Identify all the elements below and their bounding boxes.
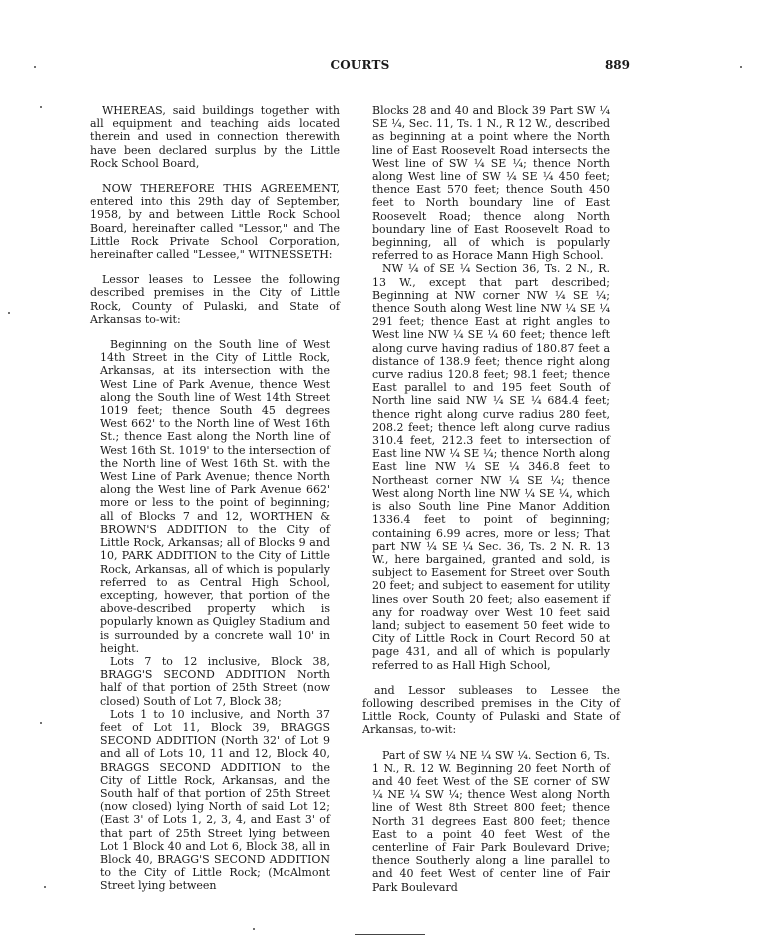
paragraph-lots-block-39: Lots 1 to 10 inclusive, and North 37 feet of Lot 11, Block 39, BRAGGS SECOND ADDITION (North 32' of Lot 9 and all of Lots 10, 11 and 12, Block 40, BRAGGS SECOND ADDITION to the City of Little Rock, Arkansas, and the South half of that portion of 25th Street (now closed) lying North of said Lot 12; (East 3' of Lots 1, 2, 3, 4, and East 3' of that part of 25th Street lying between Lot 1 Block 40 and Lot 6, Block 38, all in Block 40, BRAGG'S SECOND ADDITION to the City of Little Rock; (McAlmont Street lying between [100, 707, 330, 893]
page-number: 889 [604, 58, 630, 72]
paragraph-lots-block-38: Lots 7 to 12 inclusive, Block 38, BRAGG'S SECOND ADDITION North half of that portion of 25th Street (now closed) South of Lot 7, Block 38; [100, 654, 330, 708]
left-column [90, 104, 340, 893]
scan-speck [253, 928, 255, 930]
scan-speck [8, 312, 10, 314]
page-title: COURTS [330, 58, 390, 72]
running-head [90, 58, 630, 78]
scan-speck [40, 106, 42, 108]
paragraph-fair-park: Part of SW ¼ NE ¼ SW ¼. Section 6, Ts. 1 N., R. 12 W. Beginning 20 feet North of and 40 feet West of the SE corner of SW ¼ NE ¼ SW ¼; thence West along North line of West 8th Street 800 feet; thence North 31 degrees East 800 feet; thence East to a point 40 feet West of the centerline of Fair Park Boulevard Drive; thence Southerly along a line parallel to and 40 feet West of center line of Fair Park Boulevard [372, 748, 610, 894]
paragraph-whereas: WHEREAS, said buildings together with all equipment and teaching aids located therein and used in connection therewith have been declared surplus by the Little Rock School Board, [90, 104, 340, 170]
paragraph-agreement: NOW THEREFORE THIS AGREEMENT, entered into this 29th day of September, 1958, by and between Little Rock School Board, hereinafter called "Lessor," and The Little Rock Private School Corporation, hereinafter called "Lessee," WITNESSETH: [90, 182, 340, 262]
scan-speck [34, 66, 36, 68]
scan-speck [44, 886, 46, 888]
paragraph-lease-intro: Lessor leases to Lessee the following described premises in the City of Little Rock, County of Pulaski, and State of Arkansas to-wit: [90, 273, 340, 326]
scan-speck [740, 66, 742, 68]
footer-rule [355, 934, 425, 935]
paragraph-hall-high: NW ¼ of SE ¼ Section 36, Ts. 2 N., R. 13 W., except that part described; Beginning at NW corner NW ¼ SE ¼; thence South along West line NW ¼ SE ¼ 291 feet; thence East at right angles to West line NW ¼ SE ¼ 60 feet; thence left along curve having radius of 180.87 feet a distance of 138.9 feet; thence right along curve radius 120.8 feet; 98.1 feet; thence East parallel to and 195 feet South of North line said NW ¼ SE ¼ 684.4 feet; thence right along curve radius 280 feet, 208.2 feet; thence left along curve radius 310.4 feet, 212.3 feet to intersection of East line NW ¼ SE ¼; thence North along East line NW ¼ SE ¼ 346.8 feet to Northeast corner NW ¼ SE ¼; thence West along North line NW ¼ SE ¼, which is also South line Pine Manor Addition 1336.4 feet to point of beginning; containing 6.99 acres, more or less; That part NW ¼ SE ¼ Sec. 36, Ts. 2 N. R. 13 W., here bargained, granted and sold, is subject to Easement for Street over South 20 feet; and subject to easement for utility lines over South 20 feet; also easement if any for roadway over West 10 feet said land; subject to easement 50 feet wide to City of Little Rock in Court Record 50 at page 431, and all of which is popularly referred to as Hall High School, [372, 262, 611, 672]
right-column [362, 104, 620, 894]
paragraph-horace-mann: Blocks 28 and 40 and Block 39 Part SW ¼ SE ¼, Sec. 11, Ts. 1 N., R 12 W., described as beginning at a point where the North line of East Roosevelt Road intersects the West line of SW ¼ SE ¼; thence North along West line of SW ¼ SE ¼ 450 feet; thence East 570 feet; thence South 450 feet to North boundary line of East Roosevelt Road; thence along North boundary line of East Roosevelt Road to beginning, all of which is popularly referred to as Horace Mann High School. [372, 104, 610, 263]
paragraph-central-high-description: Beginning on the South line of West 14th Street in the City of Little Rock, Arkansas, at its intersection with the West Line of Park Avenue, thence West along the South line of West 14th Street 1019 feet; thence South 45 degrees West 662' to the North line of West 16th St.; thence East along the North line of West 16th St. 1019' to the intersection of the North line of West 16th St. with the West Line of Park Avenue; thence North along the West line of Park Avenue 662' more or less to the point of beginning; all of Blocks 7 and 12, WORTHEN & BROWN'S ADDITION to the City of Little Rock, Arkansas; all of Blocks 9 and 10, PARK ADDITION to the City of Little Rock, Arkansas, all of which is popularly referred to as Central High School, excepting, however, that portion of the above-described property which is popularly known as Quigley Stadium and is surrounded by a concrete wall 10' in height. [100, 338, 330, 655]
scan-speck [40, 722, 42, 724]
paragraph-sublease-intro: and Lessor subleases to Lessee the following described premises in the City of Little Rock, County of Pulaski and State of Arkansas, to-wit: [362, 683, 620, 737]
